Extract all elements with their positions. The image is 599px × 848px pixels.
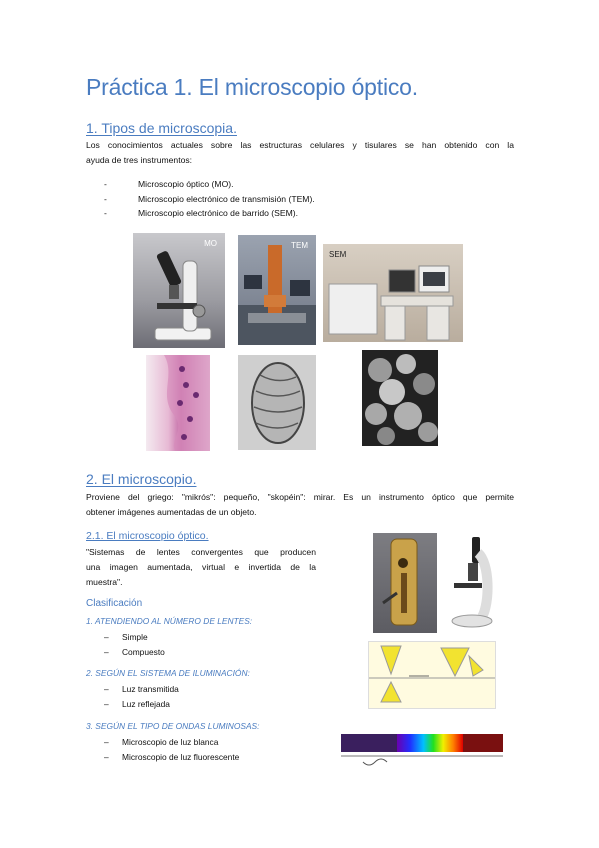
page-title: Práctica 1. El microscopio óptico. bbox=[86, 74, 418, 100]
list-item: – Simple bbox=[104, 632, 148, 642]
section-2-intro-line-2: obtener imágenes aumentadas de un objeto. bbox=[86, 507, 257, 517]
section-2-intro-line-1: Proviene del griego: "mikrós": pequeño, "skopéin": mirar. Es un instrumento óptico que permite bbox=[86, 492, 514, 502]
lenses-list bbox=[104, 630, 165, 659]
list-item: - Microscopio óptico (MO). bbox=[104, 179, 234, 189]
section-2-heading: 2. El microscopio. bbox=[86, 471, 197, 487]
section-1-intro-line-1: Los conocimientos actuales sobre las estructuras celulares y tisulares se han obtenido con la bbox=[86, 140, 514, 150]
section-1-intro bbox=[86, 138, 514, 168]
light-waves-list bbox=[104, 735, 239, 764]
section-1-intro-line-2: ayuda de tres instrumentos: bbox=[86, 155, 193, 165]
optical-microscope-photo bbox=[133, 233, 225, 348]
sem-microscope-photo bbox=[323, 244, 463, 342]
mitochondria-tem-micrograph bbox=[238, 355, 316, 450]
section-2-intro bbox=[86, 490, 514, 520]
clasificacion-heading: Clasificación bbox=[86, 598, 143, 609]
criterion-lenses: 1. ATENDIENDO AL NÚMERO DE LENTES: bbox=[86, 616, 253, 626]
illumination-list bbox=[104, 682, 179, 711]
tissue-light-micrograph bbox=[146, 355, 210, 451]
list-item: – Microscopio de luz blanca bbox=[104, 737, 219, 747]
photo-label-sem: SEM bbox=[329, 250, 347, 259]
list-item: - Microscopio electrónico de transmisión (TEM). bbox=[104, 193, 315, 204]
quote-line-2: una imagen aumentada, virtual e invertida de la bbox=[86, 562, 316, 572]
criterion-light-waves: 3. SEGÚN EL TIPO DE ONDAS LUMINOSAS: bbox=[86, 721, 260, 731]
compound-microscope-photo bbox=[446, 533, 494, 631]
section-1-heading: 1. Tipos de microscopia. bbox=[86, 120, 237, 136]
simple-microscope-photo bbox=[373, 533, 437, 633]
criterion-illumination: 2. SEGÚN EL SISTEMA DE ILUMINACIÓN: bbox=[86, 668, 250, 678]
list-item: – Luz reflejada bbox=[104, 698, 170, 709]
list-item: – Microscopio de luz fluorescente bbox=[104, 751, 240, 762]
subsection-heading: 2.1. El microscopio óptico. bbox=[86, 530, 209, 542]
tem-microscope-photo bbox=[238, 235, 316, 345]
light-spectrum-diagram bbox=[333, 720, 509, 774]
photo-label-mo: MO bbox=[204, 239, 217, 248]
list-item: – Luz transmitida bbox=[104, 684, 179, 694]
quote-line-3: muestra". bbox=[86, 577, 123, 587]
cells-sem-micrograph bbox=[362, 350, 438, 446]
definition-quote bbox=[86, 545, 316, 590]
instrument-list bbox=[104, 177, 315, 221]
quote-line-1: "Sistemas de lentes convergentes que producen bbox=[86, 547, 316, 557]
list-item: – Compuesto bbox=[104, 646, 165, 657]
photo-label-tem: TEM bbox=[291, 241, 308, 250]
list-item: - Microscopio electrónico de barrido (SEM). bbox=[104, 208, 298, 218]
illumination-diagram bbox=[368, 641, 496, 709]
